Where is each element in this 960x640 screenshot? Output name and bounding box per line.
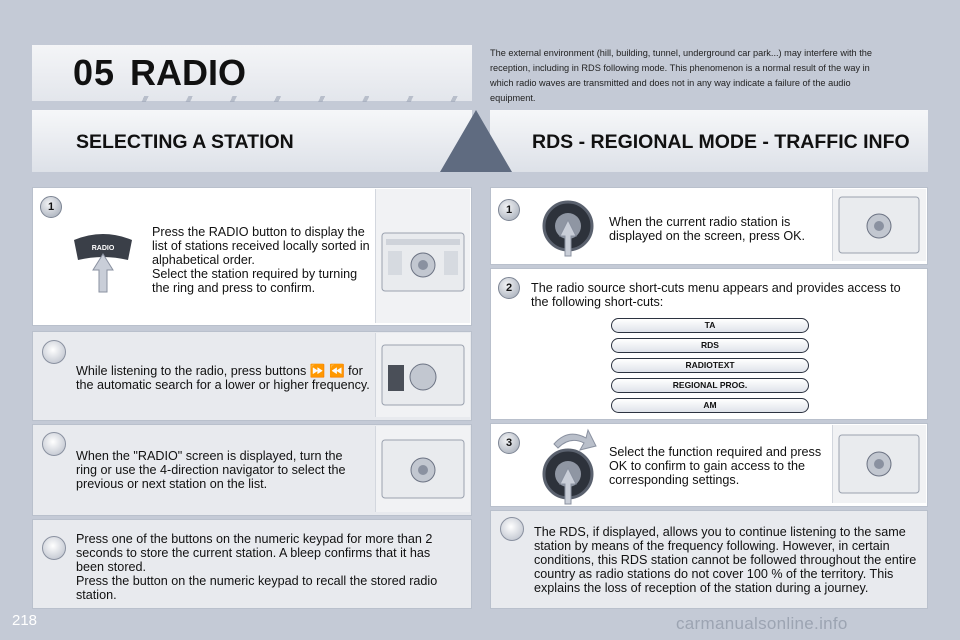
shortcut-am: AM bbox=[611, 398, 809, 413]
shortcut-regional-prog: REGIONAL PROG. bbox=[611, 378, 809, 393]
rds-step3-text: Select the function required and press OK to confirm to gain access to the corresponding settings. bbox=[609, 445, 822, 487]
watermark: carmanualsonline.info bbox=[676, 614, 848, 633]
header-decoration bbox=[120, 96, 480, 102]
curved-arrow-icon bbox=[554, 430, 596, 450]
shortcut-radiotext: RADIOTEXT bbox=[611, 358, 809, 373]
tip3-text: Press one of the buttons on the numeric keypad for more than 2 seconds to store the current station. A bleep confirms that it has been stored. Press the button on the numeric keypad to recall the stored radio station. bbox=[76, 532, 438, 602]
rds-step2-text: The radio source short-cuts menu appears and provides access to the following short-cuts: bbox=[531, 281, 901, 309]
chapter-title: RADIO bbox=[130, 52, 246, 93]
radio-unit-icon bbox=[376, 333, 470, 417]
shortcut-ta: TA bbox=[611, 318, 809, 333]
radio-unit-thumbnail bbox=[375, 189, 470, 323]
section-title-rds: RDS - REGIONAL MODE - TRAFFIC INFO bbox=[532, 131, 910, 153]
step-badge: 2 bbox=[498, 277, 520, 299]
step1-text: Press the RADIO button to display the list of stations received locally sorted in alphabetical order. Select the station required by turning the ring and press to confirm. bbox=[152, 225, 370, 295]
page-number: 218 bbox=[12, 612, 38, 629]
step-badge: 3 bbox=[498, 432, 520, 454]
radio-unit-icon bbox=[376, 189, 470, 323]
radio-unit-thumbnail bbox=[375, 333, 470, 417]
tip2-text: When the "RADIO" screen is displayed, turn the ring or use the 4-direction navigator to select the previous or next station on the list. bbox=[76, 449, 346, 491]
radio-unit-thumbnail bbox=[832, 425, 926, 503]
lightbulb-icon bbox=[500, 517, 524, 541]
rotary-dial-icon bbox=[538, 424, 602, 506]
diagonal-divider bbox=[440, 110, 512, 172]
intro-paragraph: The external environment (hill, building, tunnel, underground car park...) may interfere with the reception, including in RDS following mode. This phenomenon is a normal result of the way in which radio waves are transmitted and does not in any way indicate a failure of the audio equipment. bbox=[490, 48, 872, 103]
step-badge: 1 bbox=[498, 199, 520, 221]
radio-button-label: RADIO bbox=[91, 245, 115, 252]
rds-step1-text: When the current radio station is displayed on the screen, press OK. bbox=[609, 215, 806, 243]
radio-unit-thumbnail bbox=[375, 426, 470, 512]
chapter-number: 05 bbox=[73, 52, 116, 93]
step-badge: 1 bbox=[40, 196, 62, 218]
tip1-text: While listening to the radio, press buttons ⏩ ⏪ for the automatic search for a lower or higher frequency. bbox=[76, 364, 370, 392]
radio-unit-icon bbox=[833, 189, 926, 261]
radio-unit-icon bbox=[833, 425, 926, 503]
lightbulb-icon bbox=[42, 340, 66, 364]
shortcut-rds: RDS bbox=[611, 338, 809, 353]
radio-button-icon bbox=[68, 228, 138, 298]
section-title-selecting: SELECTING A STATION bbox=[76, 131, 294, 153]
radio-unit-thumbnail bbox=[832, 189, 926, 261]
lightbulb-icon bbox=[42, 536, 66, 560]
radio-unit-icon bbox=[376, 426, 470, 512]
lightbulb-icon bbox=[42, 432, 66, 456]
rds-tip-text: The RDS, if displayed, allows you to continue listening to the same station by means of the frequency following. However, in certain conditions, this RDS station cannot be followed throughout the entire country as radio stations do not cover 100 % of the territory. This explains the loss of reception of the station during a journey. bbox=[534, 525, 917, 595]
rotary-dial-icon bbox=[540, 198, 596, 258]
